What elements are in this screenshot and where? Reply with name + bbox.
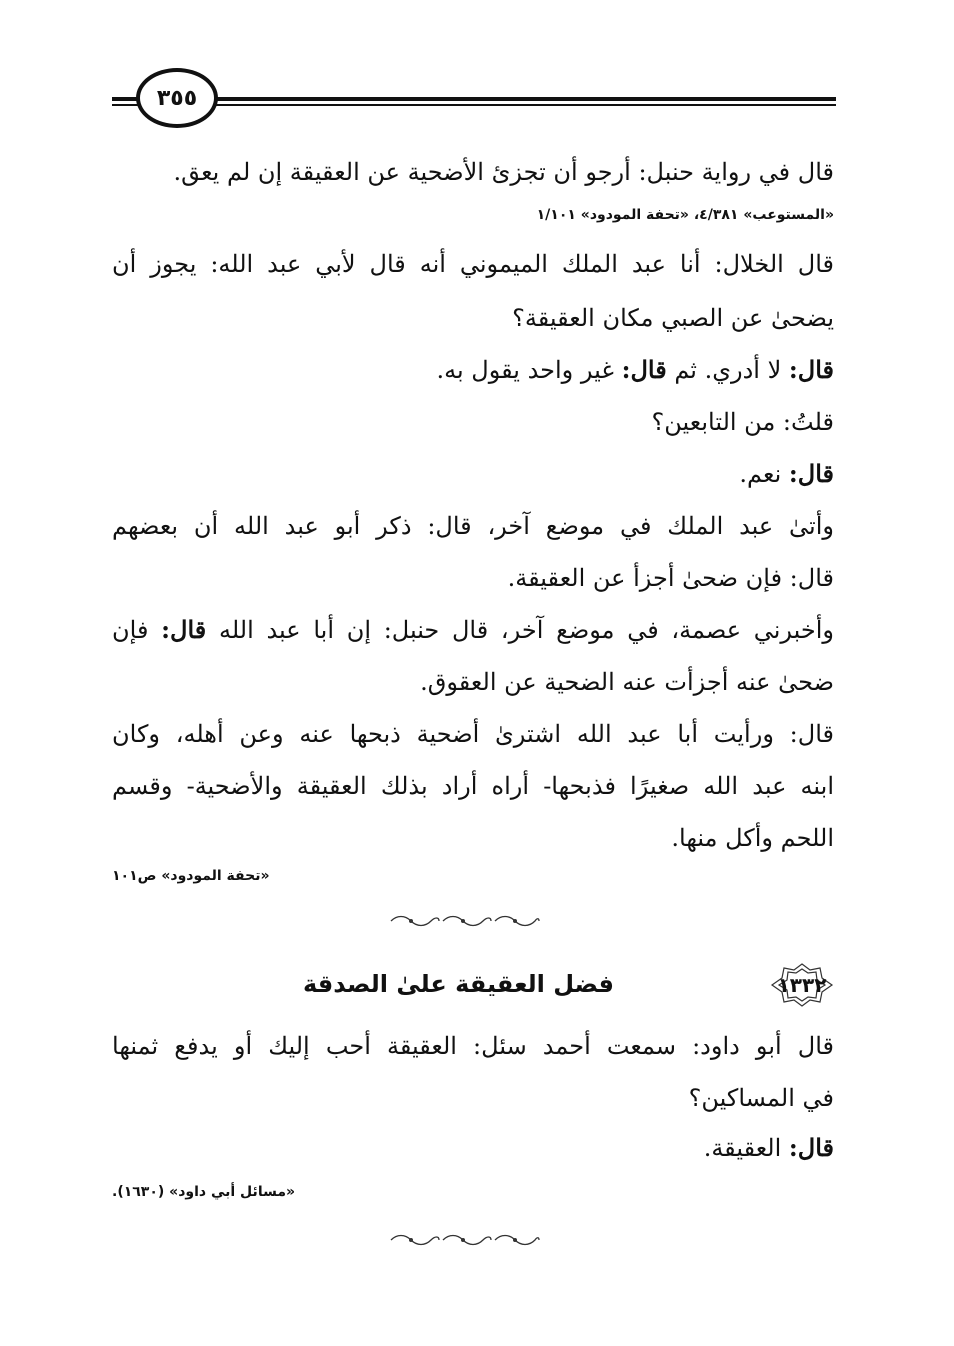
text-line-11: قال: ورأيت أبا عبد الله اشترىٰ أضحية ذبحها عنه وعن أهله، وكان <box>112 720 834 748</box>
text-fragment: فإن <box>112 616 149 644</box>
text-line-6 <box>739 456 834 492</box>
section-title: فضل العقيقة علىٰ الصدقة <box>302 970 614 998</box>
text-line-10: ضحىٰ عنه أجزأت عنه الضحية عن العقوق. <box>420 668 834 696</box>
ornament-divider-icon <box>387 914 543 928</box>
text-line-12: ابنه عبد الله صغيرًا فذبحها- أراه أراد بذلك العقيقة والأضحية- وقسم <box>112 772 834 800</box>
text-fragment: غير واحد يقول به. <box>436 356 614 384</box>
page-number: ٣٥٥ <box>136 68 218 128</box>
text-line-4: قال: لا أدري. ثم قال: غير واحد يقول به. <box>436 355 834 384</box>
text-fragment: نعم. <box>739 460 782 488</box>
reference-2: «تحفة المودود» ص١٠١ <box>112 868 270 884</box>
text-line-2: قال الخلال: أنا عبد الملك الميموني أنه قال لأبي عبد الله: يجوز أن <box>112 250 834 278</box>
text-line-5: قلتُ: من التابعين؟ <box>651 408 834 436</box>
text-line-16 <box>704 1130 834 1166</box>
text-fragment: العقيقة. <box>703 1134 782 1162</box>
text-line-9 <box>112 612 834 648</box>
reference-3: «مسائل أبي داود» (١٦٣٠). <box>112 1184 296 1200</box>
text-line-7: وأتىٰ عبد الملك في موضع آخر، قال: ذكر أبو عبد الله أن بعضهم <box>112 512 834 540</box>
text-line-3: يضحىٰ عن الصبي مكان العقيقة؟ <box>512 304 834 332</box>
text-fragment: وأخبرني عصمة، في موضع آخر، قال حنبل: إن أبا عبد الله <box>218 616 834 644</box>
ornament-divider-icon <box>387 1233 543 1247</box>
reference-1: «المستوعب» ٤/٣٨١، «تحفة المودود» ١/١٠١ <box>536 207 834 223</box>
header-rule-thin <box>112 104 836 106</box>
keyword-qaal: قال: <box>788 355 834 384</box>
header-rule-thick <box>112 97 836 101</box>
keyword-qaal: قال: <box>161 615 207 644</box>
text-line-13: اللحم وأكل منها. <box>671 824 834 852</box>
text-line-15: في المساكين؟ <box>688 1084 834 1112</box>
text-line-14: قال أبو داود: سمعت أحمد سئل: العقيقة أحب إليك أو يدفع ثمنها <box>112 1032 834 1060</box>
text-line-1: قال في رواية حنبل: أرجو أن تجزئ الأضحية عن العقيقة إن لم يعق. <box>173 158 834 186</box>
keyword-qaal: قال: <box>788 1133 834 1162</box>
keyword-qaal: قال: <box>788 459 834 488</box>
text-line-8: قال: فإن ضحىٰ أجزأ عن العقيقة. <box>507 564 834 592</box>
keyword-qaal: قال: <box>621 355 667 384</box>
text-fragment: أدري. ثم <box>674 356 760 384</box>
section-number: ١٣٣٢ <box>777 973 827 997</box>
